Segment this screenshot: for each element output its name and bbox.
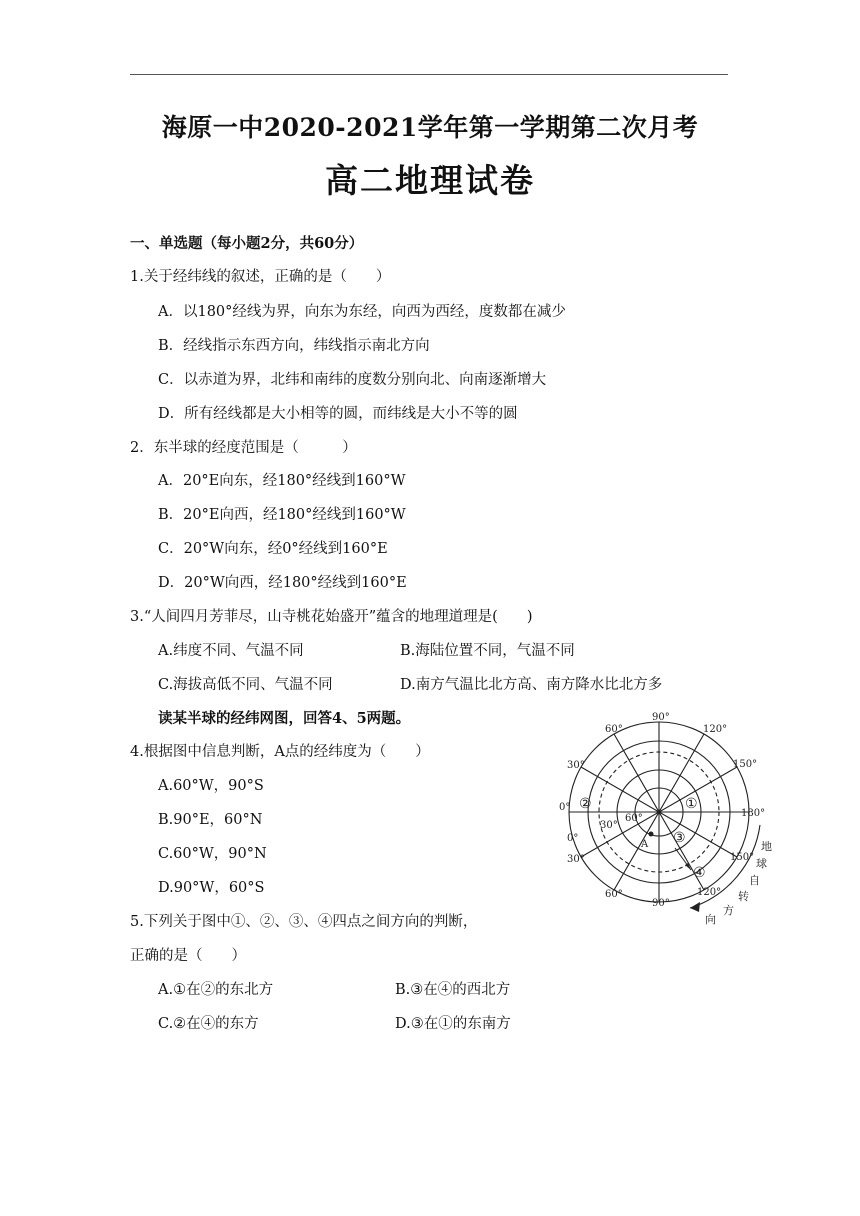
- q5-stem-line1: 5.下列关于图中①、②、③、④四点之间方向的判断，: [130, 914, 478, 930]
- label-30-lower: 30°: [567, 854, 585, 865]
- label-parallel-30: 30°: [600, 820, 618, 831]
- q4-stem: 4.根据图中信息判断，A点的经纬度为（ ）: [130, 744, 430, 760]
- q5-option-b: B.③在④的西北方: [395, 982, 511, 998]
- pole-center: [657, 810, 661, 814]
- point-A-dot: [649, 832, 654, 837]
- q4-option-b: B.90°E，60°N: [158, 812, 263, 828]
- q5-option-a: A.①在②的东北方: [158, 982, 274, 998]
- label-30-upper: 30°: [567, 760, 585, 771]
- q1-option-b: B．经线指示东西方向，纬线指示南北方向: [158, 338, 430, 354]
- rotation-char-5: 方: [723, 904, 734, 917]
- point-2-label: ②: [579, 796, 592, 812]
- q3-stem: 3.“人间四月芳菲尽，山寺桃花始盛开”蕴含的地理道理是( ): [130, 609, 533, 625]
- q2-option-c: C．20°W向东，经0°经线到160°E: [158, 541, 388, 557]
- rotation-char-1: 地: [761, 840, 772, 853]
- point-3-label: ③: [673, 830, 686, 846]
- label-120-top: 120°: [703, 724, 728, 735]
- q3-option-b: B.海陆位置不同，气温不同: [400, 643, 575, 659]
- point-1-label: ①: [685, 796, 698, 812]
- label-90-top: 90°: [652, 712, 670, 723]
- rotation-char-6: 向: [705, 913, 716, 926]
- exam-subject-title: 高二地理试卷: [325, 161, 535, 200]
- point-A-label: A: [641, 839, 649, 850]
- q3-option-c: C.海拔高低不同、气温不同: [158, 677, 333, 693]
- q1-option-c: C．以赤道为界，北纬和南纬的度数分别向北、向南逐渐增大: [158, 372, 547, 388]
- q4-option-d: D.90°W，60°S: [158, 880, 265, 896]
- q2-option-a: A．20°E向东，经180°经线到160°W: [158, 473, 406, 489]
- q3-option-a: A.纬度不同、气温不同: [158, 643, 304, 659]
- q1-stem: 1.关于经纬线的叙述，正确的是（ ）: [130, 269, 391, 285]
- label-150-lower: 150°: [730, 852, 755, 863]
- q2-option-b: B．20°E向西，经180°经线到160°W: [158, 507, 406, 523]
- label-60-top: 60°: [605, 724, 623, 735]
- graticule-figure: [555, 710, 795, 930]
- label-0-lower: 0°: [567, 833, 579, 844]
- rotation-char-3: 自: [749, 874, 760, 887]
- label-120-bottom: 120°: [697, 887, 722, 898]
- section-heading: 一、单选题（每小题2分，共60分）: [130, 235, 364, 252]
- q4-option-a: A.60°W，90°S: [158, 778, 264, 794]
- q2-stem: 2．东半球的经度范围是（ ）: [130, 440, 357, 456]
- rotation-char-4: 转: [738, 890, 749, 903]
- label-60-bottom: 60°: [605, 889, 623, 900]
- label-150-upper: 150°: [733, 759, 758, 770]
- label-parallel-60: 60°: [625, 813, 643, 824]
- q1-option-d: D．所有经线都是大小相等的圆，而纬线是大小不等的圆: [158, 406, 518, 422]
- header-rule: [130, 74, 728, 75]
- q4-option-c: C.60°W，90°N: [158, 846, 267, 862]
- q1-option-a: A．以180°经线为界，向东为东经，向西为西经，度数都在减少: [158, 304, 566, 320]
- q2-option-d: D．20°W向西，经180°经线到160°E: [158, 575, 407, 591]
- q5-option-c: C.②在④的东方: [158, 1016, 259, 1032]
- label-180: 180°: [741, 808, 766, 819]
- exam-title: 海原一中2020-2021学年第一学期第二次月考: [161, 113, 699, 142]
- figure-instruction: 读某半球的经纬网图，回答4、5两题。: [158, 710, 411, 727]
- label-90-bottom: 90°: [652, 898, 670, 909]
- q5-option-d: D.③在①的东南方: [395, 1016, 511, 1032]
- rotation-char-2: 球: [756, 857, 767, 870]
- point-4-label: ④: [693, 865, 706, 881]
- label-0-upper: 0°: [559, 802, 571, 813]
- q5-stem-line2: 正确的是（ ）: [130, 948, 246, 964]
- q3-option-d: D.南方气温比北方高、南方降水比北方多: [400, 677, 663, 693]
